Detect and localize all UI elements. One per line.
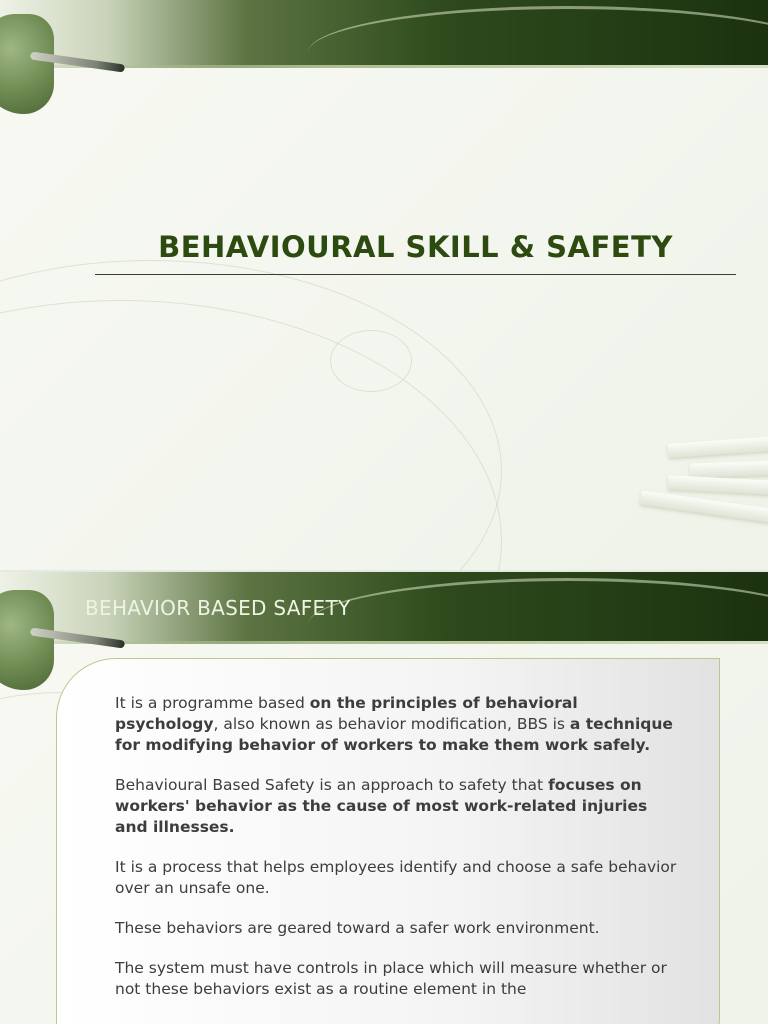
slide-title: BEHAVIOURAL SKILL & SAFETY [158,230,673,264]
paper-stack-icon [690,460,768,477]
slide-banner [0,0,768,68]
paper-stack-icon [668,475,768,495]
paragraph-5: The system must have controls in place which will measure whether or not these behaviors exist as a routine element in the [115,959,667,998]
content-box [56,658,720,1024]
paper-stack-icon [640,490,768,523]
paragraph-1 [115,693,685,756]
title-underline [95,274,736,275]
paragraph-2 [115,775,685,838]
content-body [115,693,685,1019]
hand-icon [0,590,54,690]
banner-swoosh-decoration [308,6,768,99]
paper-stack-icon [668,436,768,458]
bold-text-run: a technique for modifying behavior of workers to make them work safely. [115,715,673,754]
paragraph-3: It is a process that helps employees identify and choose a safe behavior over an unsafe one. [115,858,677,897]
paragraph-4: These behaviors are geared toward a safer work environment. [115,919,600,937]
background-curve [330,330,412,392]
bold-text-run: on the principles of behavioral psychology [115,694,578,733]
text-run: It is a programme based [115,694,310,712]
content-slide [0,572,768,1024]
text-run: , also known as behavior modification, BBS is [213,715,570,733]
text-run: Behavioural Based Safety is an approach to safety that [115,776,549,794]
bold-text-run: focuses on workers' behavior as the cause of most work-related injuries and illnesses. [115,776,648,836]
slide-heading: BEHAVIOR BASED SAFETY [85,596,351,620]
hand-icon [0,14,54,114]
